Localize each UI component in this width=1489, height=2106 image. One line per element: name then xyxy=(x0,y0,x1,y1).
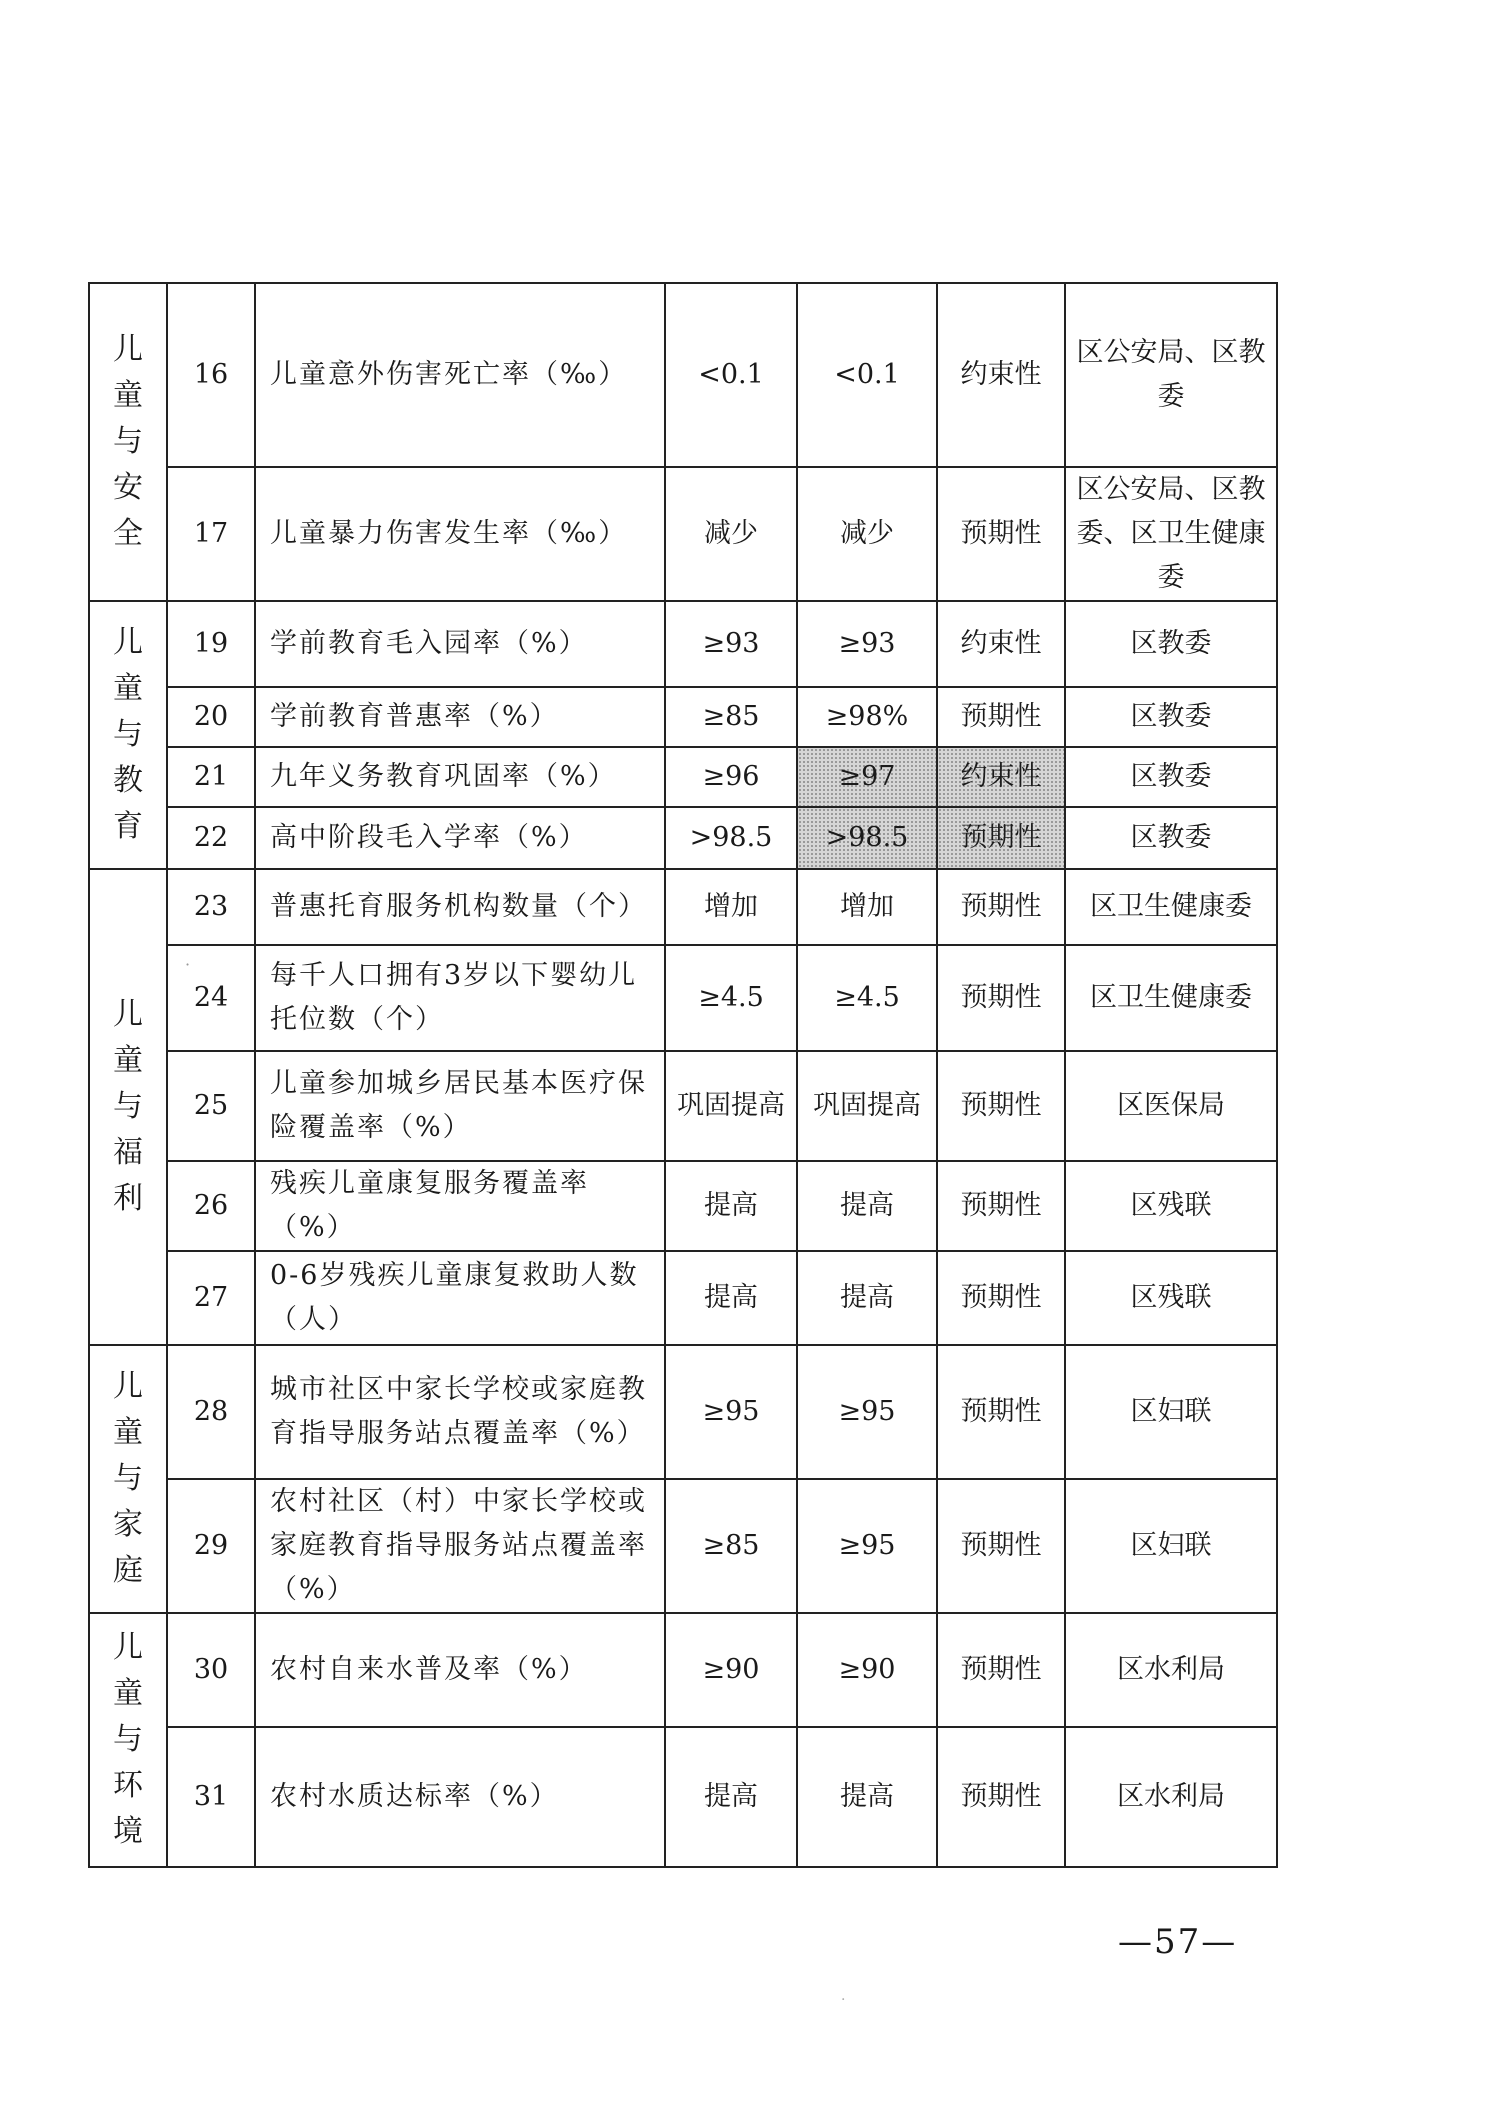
target-value-a: <0.1 xyxy=(665,283,797,467)
indicator-name: 农村自来水普及率（%） xyxy=(255,1613,665,1727)
indicator-nature: 预期性 xyxy=(937,1051,1065,1161)
indicator-table-body xyxy=(89,283,1277,1867)
indicator-nature: 预期性 xyxy=(937,467,1065,601)
table-row xyxy=(89,687,1277,747)
category-label: 儿童与环境 xyxy=(113,1630,143,1849)
indicator-name: 学前教育毛入园率（%） xyxy=(255,601,665,687)
table-row xyxy=(89,1161,1277,1251)
table-row xyxy=(89,1727,1277,1867)
responsible-dept: 区卫生健康委 xyxy=(1065,945,1277,1051)
indicator-nature: 预期性 xyxy=(937,1479,1065,1613)
table-row xyxy=(89,807,1277,869)
row-number: 30 xyxy=(167,1613,255,1727)
target-value-a: ≥90 xyxy=(665,1613,797,1727)
indicator-nature: 预期性 xyxy=(937,1161,1065,1251)
responsible-dept: 区水利局 xyxy=(1065,1727,1277,1867)
indicator-nature: 预期性 xyxy=(937,807,1065,869)
row-number: 25 xyxy=(167,1051,255,1161)
responsible-dept: 区妇联 xyxy=(1065,1479,1277,1613)
responsible-dept: 区医保局 xyxy=(1065,1051,1277,1161)
indicator-nature: 预期性 xyxy=(937,945,1065,1051)
table-row xyxy=(89,1051,1277,1161)
table-row xyxy=(89,1345,1277,1479)
indicator-name: 儿童意外伤害死亡率（‰） xyxy=(255,283,665,467)
target-value-b: ≥93 xyxy=(797,601,937,687)
indicator-name: 儿童参加城乡居民基本医疗保险覆盖率（%） xyxy=(255,1051,665,1161)
target-value-b: <0.1 xyxy=(797,283,937,467)
indicator-nature: 约束性 xyxy=(937,601,1065,687)
target-value-b: 提高 xyxy=(797,1727,937,1867)
category-cell xyxy=(89,1613,167,1867)
category-cell xyxy=(89,283,167,601)
responsible-dept: 区卫生健康委 xyxy=(1065,869,1277,945)
indicator-nature: 预期性 xyxy=(937,687,1065,747)
row-number: 21 xyxy=(167,747,255,807)
category-cell xyxy=(89,869,167,1345)
table-row xyxy=(89,601,1277,687)
category-label: 儿童与福利 xyxy=(113,997,143,1216)
target-value-b: 巩固提高 xyxy=(797,1051,937,1161)
category-label: 儿童与安全 xyxy=(113,332,143,551)
target-value-a: ≥4.5 xyxy=(665,945,797,1051)
indicator-name: 儿童暴力伤害发生率（‰） xyxy=(255,467,665,601)
target-value-b: 提高 xyxy=(797,1251,937,1345)
row-number: 23 xyxy=(167,869,255,945)
responsible-dept: 区水利局 xyxy=(1065,1613,1277,1727)
responsible-dept: 区公安局、区教委、区卫生健康委 xyxy=(1065,467,1277,601)
target-value-a: 提高 xyxy=(665,1251,797,1345)
responsible-dept: 区妇联 xyxy=(1065,1345,1277,1479)
responsible-dept: 区残联 xyxy=(1065,1251,1277,1345)
indicator-nature: 约束性 xyxy=(937,747,1065,807)
indicator-name: 城市社区中家长学校或家庭教育指导服务站点覆盖率（%） xyxy=(255,1345,665,1479)
indicator-nature: 预期性 xyxy=(937,1613,1065,1727)
responsible-dept: 区教委 xyxy=(1065,747,1277,807)
row-number: 27 xyxy=(167,1251,255,1345)
table-row xyxy=(89,467,1277,601)
target-value-b: ≥90 xyxy=(797,1613,937,1727)
indicator-nature: 预期性 xyxy=(937,1727,1065,1867)
category-label: 儿童与教育 xyxy=(113,625,143,844)
indicator-nature: 预期性 xyxy=(937,1251,1065,1345)
indicator-name: 高中阶段毛入学率（%） xyxy=(255,807,665,869)
category-label: 儿童与家庭 xyxy=(113,1369,143,1588)
row-number: 20 xyxy=(167,687,255,747)
target-value-b: 提高 xyxy=(797,1161,937,1251)
indicator-name: 学前教育普惠率（%） xyxy=(255,687,665,747)
table-row xyxy=(89,869,1277,945)
category-cell xyxy=(89,1345,167,1613)
scan-speck: · xyxy=(841,1992,846,2008)
responsible-dept: 区教委 xyxy=(1065,601,1277,687)
table-row xyxy=(89,283,1277,467)
target-value-a: 减少 xyxy=(665,467,797,601)
row-number: 16 xyxy=(167,283,255,467)
indicator-name: 农村水质达标率（%） xyxy=(255,1727,665,1867)
indicator-name: 每千人口拥有3岁以下婴幼儿托位数（个） xyxy=(255,945,665,1051)
target-value-b: ≥97 xyxy=(797,747,937,807)
table-row xyxy=(89,1613,1277,1727)
row-number: 24 xyxy=(167,945,255,1051)
indicator-nature: 预期性 xyxy=(937,1345,1065,1479)
target-value-a: 巩固提高 xyxy=(665,1051,797,1161)
responsible-dept: 区公安局、区教委 xyxy=(1065,283,1277,467)
row-number: 17 xyxy=(167,467,255,601)
target-value-a: 增加 xyxy=(665,869,797,945)
row-number: 29 xyxy=(167,1479,255,1613)
target-value-a: ≥85 xyxy=(665,1479,797,1613)
target-value-b: 增加 xyxy=(797,869,937,945)
target-value-a: 提高 xyxy=(665,1161,797,1251)
target-value-b: ≥4.5 xyxy=(797,945,937,1051)
row-number: 26 xyxy=(167,1161,255,1251)
row-number: 31 xyxy=(167,1727,255,1867)
row-number: 28 xyxy=(167,1345,255,1479)
indicator-name: 残疾儿童康复服务覆盖率（%） xyxy=(255,1161,665,1251)
target-value-b: >98.5 xyxy=(797,807,937,869)
table-row xyxy=(89,747,1277,807)
indicator-nature: 预期性 xyxy=(937,869,1065,945)
target-value-b: ≥98% xyxy=(797,687,937,747)
category-cell xyxy=(89,601,167,869)
scan-speck: · xyxy=(185,955,191,974)
row-number: 22 xyxy=(167,807,255,869)
target-value-b: ≥95 xyxy=(797,1479,937,1613)
table-row xyxy=(89,1479,1277,1613)
target-value-b: 减少 xyxy=(797,467,937,601)
responsible-dept: 区教委 xyxy=(1065,687,1277,747)
indicator-nature: 约束性 xyxy=(937,283,1065,467)
indicator-name: 普惠托育服务机构数量（个） xyxy=(255,869,665,945)
target-value-a: ≥93 xyxy=(665,601,797,687)
indicator-table xyxy=(88,282,1278,1868)
target-value-a: ≥96 xyxy=(665,747,797,807)
responsible-dept: 区残联 xyxy=(1065,1161,1277,1251)
target-value-a: ≥95 xyxy=(665,1345,797,1479)
indicator-name: 0-6岁残疾儿童康复救助人数（人） xyxy=(255,1251,665,1345)
target-value-a: >98.5 xyxy=(665,807,797,869)
page-number: —57— xyxy=(1118,1922,1238,1962)
row-number: 19 xyxy=(167,601,255,687)
table-row xyxy=(89,1251,1277,1345)
responsible-dept: 区教委 xyxy=(1065,807,1277,869)
target-value-a: ≥85 xyxy=(665,687,797,747)
indicator-name: 九年义务教育巩固率（%） xyxy=(255,747,665,807)
table-row xyxy=(89,945,1277,1051)
target-value-b: ≥95 xyxy=(797,1345,937,1479)
indicator-name: 农村社区（村）中家长学校或家庭教育指导服务站点覆盖率（%） xyxy=(255,1479,665,1613)
target-value-a: 提高 xyxy=(665,1727,797,1867)
